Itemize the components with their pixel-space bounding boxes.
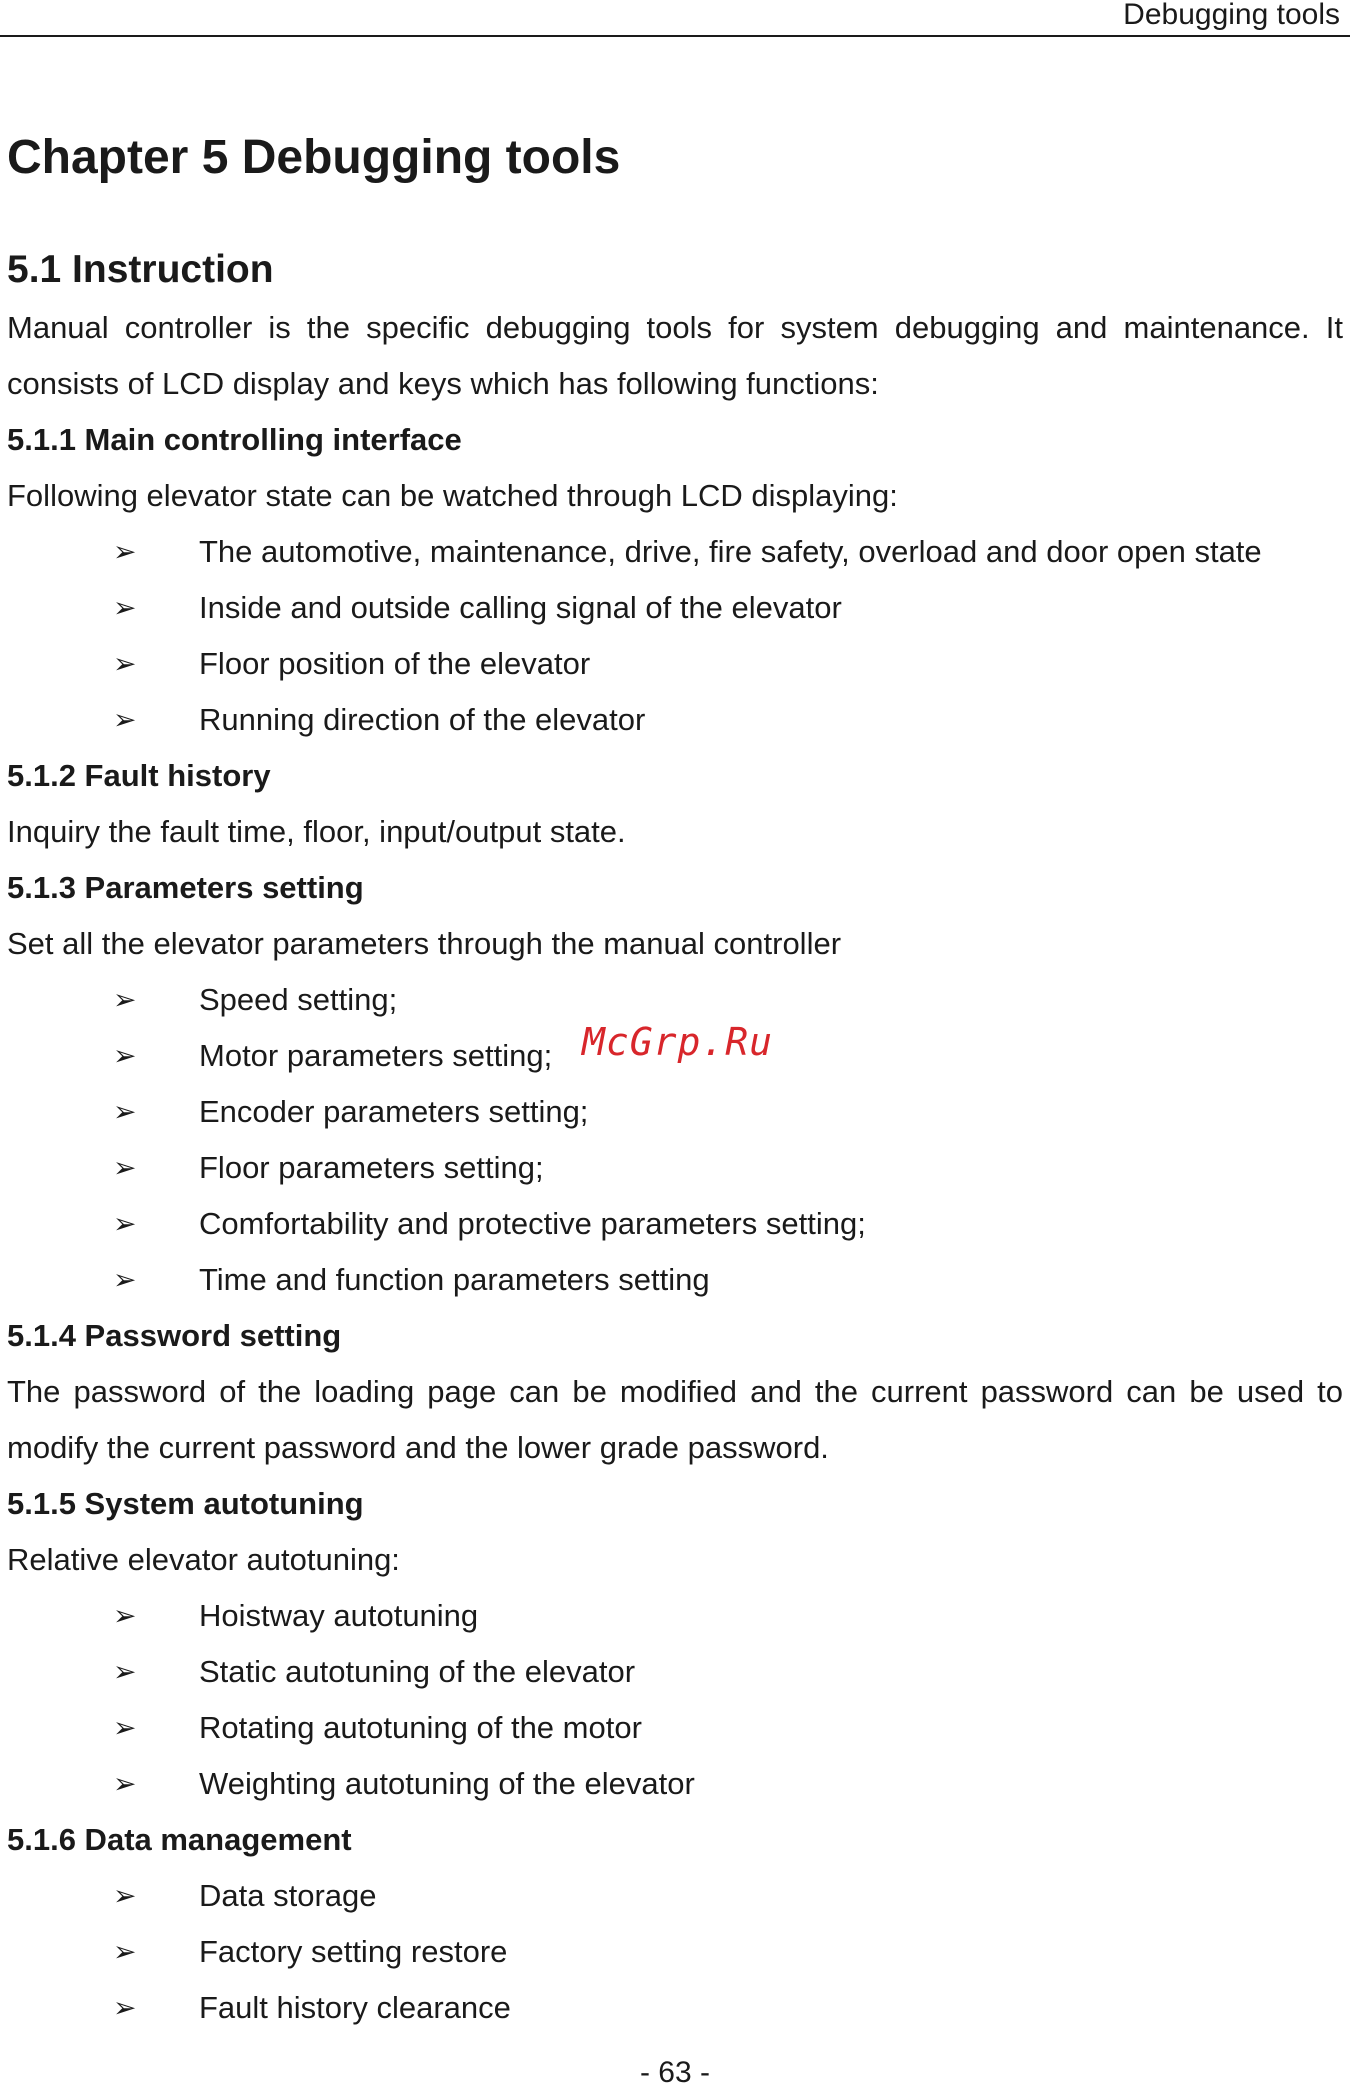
list-item: ➢ Encoder parameters setting;	[7, 1084, 1343, 1140]
chapter-title: Chapter 5 Debugging tools	[7, 131, 621, 184]
bullet-list-511	[7, 524, 1343, 748]
subsection-title-515: 5.1.5 System autotuning	[7, 1486, 364, 1521]
list-item: ➢ Floor position of the elevator	[7, 636, 1343, 692]
subsection-text-515: Relative elevator autotuning:	[7, 1542, 400, 1577]
arrow-bullet-icon: ➢	[113, 647, 137, 680]
list-item: ➢ Static autotuning of the elevator	[7, 1644, 1343, 1700]
list-item: ➢ Factory setting restore	[7, 1924, 1343, 1980]
list-item: ➢ The automotive, maintenance, drive, fire safety, overload and door open state	[7, 524, 1343, 580]
arrow-bullet-icon: ➢	[113, 1711, 137, 1744]
arrow-bullet-icon: ➢	[113, 983, 137, 1016]
list-item: ➢ Weighting autotuning of the elevator	[7, 1756, 1343, 1812]
arrow-bullet-icon: ➢	[113, 1263, 137, 1296]
subsection-title-516: 5.1.6 Data management	[7, 1822, 352, 1857]
list-item: ➢ Rotating autotuning of the motor	[7, 1700, 1343, 1756]
list-item: ➢ Floor parameters setting;	[7, 1140, 1343, 1196]
subsection-title-512: 5.1.2 Fault history	[7, 758, 271, 793]
arrow-bullet-icon: ➢	[113, 535, 137, 568]
list-item: ➢ Inside and outside calling signal of the elevator	[7, 580, 1343, 636]
header-rule	[0, 35, 1350, 37]
arrow-bullet-icon: ➢	[113, 1599, 137, 1632]
list-item: ➢ Fault history clearance	[7, 1980, 1343, 2036]
subsection-text-514: The password of the loading page can be modified and the current password can be used to modify the current password and the lower grade password.	[7, 1374, 1343, 1465]
arrow-bullet-icon: ➢	[113, 703, 137, 736]
page-content	[7, 128, 1343, 2036]
subsection-title-511: 5.1.1 Main controlling interface	[7, 422, 462, 457]
page-number: - 63 -	[639, 2056, 711, 2089]
running-header: Debugging tools	[1123, 0, 1340, 31]
list-item: ➢ Hoistway autotuning	[7, 1588, 1343, 1644]
bullet-list-516	[7, 1868, 1343, 2036]
arrow-bullet-icon: ➢	[113, 1095, 137, 1128]
arrow-bullet-icon: ➢	[113, 1207, 137, 1240]
arrow-bullet-icon: ➢	[113, 1151, 137, 1184]
list-item: ➢ Comfortability and protective parameters setting;	[7, 1196, 1343, 1252]
list-item: ➢ Speed setting;	[7, 972, 1343, 1028]
list-item: ➢ Running direction of the elevator	[7, 692, 1343, 748]
arrow-bullet-icon: ➢	[113, 591, 137, 624]
arrow-bullet-icon: ➢	[113, 1879, 137, 1912]
watermark: McGrp.Ru	[582, 1020, 774, 1064]
section-intro: Manual controller is the specific debugging tools for system debugging and maintenance. It consists of LCD display and keys which has following functions:	[7, 310, 1343, 401]
subsection-text-511: Following elevator state can be watched through LCD displaying:	[7, 478, 898, 513]
bullet-list-515	[7, 1588, 1343, 1812]
list-item: ➢ Motor parameters setting;	[7, 1028, 1343, 1084]
subsection-text-513: Set all the elevator parameters through the manual controller	[7, 926, 842, 961]
subsection-title-513: 5.1.3 Parameters setting	[7, 870, 364, 905]
list-item: ➢ Data storage	[7, 1868, 1343, 1924]
arrow-bullet-icon: ➢	[113, 1655, 137, 1688]
arrow-bullet-icon: ➢	[113, 1767, 137, 1800]
list-item: ➢ Time and function parameters setting	[7, 1252, 1343, 1308]
arrow-bullet-icon: ➢	[113, 1935, 137, 1968]
subsection-title-514: 5.1.4 Password setting	[7, 1318, 342, 1353]
arrow-bullet-icon: ➢	[113, 1991, 137, 2024]
section-title: 5.1 Instruction	[7, 248, 274, 291]
arrow-bullet-icon: ➢	[113, 1039, 137, 1072]
subsection-text-512: Inquiry the fault time, floor, input/output state.	[7, 814, 626, 849]
